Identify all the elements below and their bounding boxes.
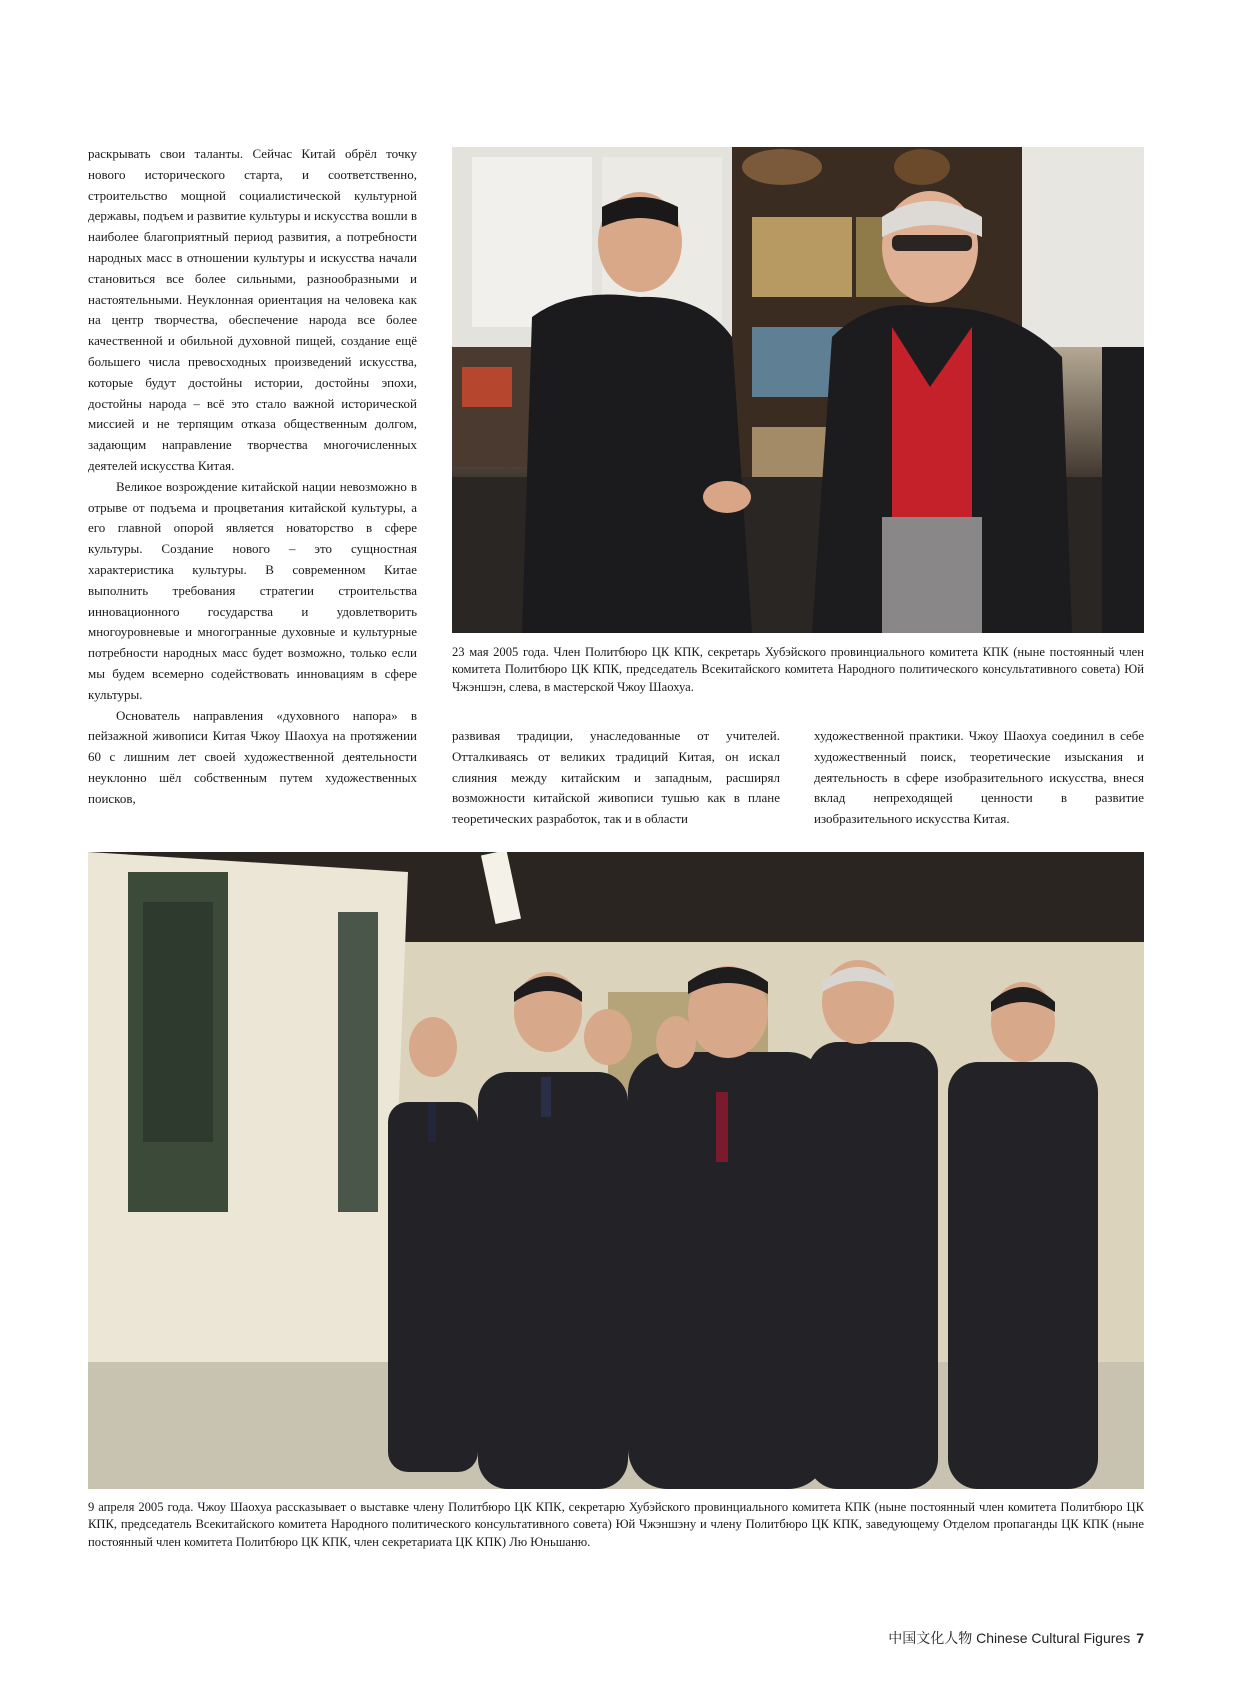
photo-exhibition-visit <box>88 852 1144 1489</box>
paragraph: развивая традиции, унаследованные от учителей. Отталкиваясь от великих традиций Китая, он искал слияния между китайским и западным, расширял возможности китайской живописи тушью как в плане теоретических разработок, так и в области <box>452 728 780 827</box>
article-column-right <box>814 726 1144 830</box>
photo-caption: 23 мая 2005 года. Член Политбюро ЦК КПК, секретарь Хубэйского провинциального комитета КПК (ныне постоянный член комитета Политбюро ЦК КПК, председатель Всекитайского комитета Народного политического консультативного совета) Юй Чжэншэн, слева, в мастерской Чжоу Шаохуа. <box>452 645 1144 694</box>
paragraph: Великое возрождение китайской нации невозможно в отрыве от подъема и процветания китайской культуры, а его главной опорой является новаторство в сфере культуры. Создание нового – это сущностная характеристика культуры. В современном Китае выполнить требования стратегии строительства инновационного государства и удовлетворить многоуровневые и многогранные духовные и культурные потребности народных масс будет возможно, только если мы будем всемерно содействовать инновациям в сфере культуры. <box>88 478 417 702</box>
photo-exhibition-visit-image <box>88 852 1144 1489</box>
paragraph: раскрывать свои таланты. Сейчас Китай обрёл точку нового исторического старта, и соответственно, строительство мощной социалистической культурной державы, подъем и развитие культуры и искусства вошли в наиболее благоприятный период развития, а потребности народных масс в отношении культуры и искусства начали становиться все более сильными, разнообразными и настоятельными. Неуклонная ориентация на человека как на центр творчества, обеспечение народа все более качественной и обильной духовной пищей, создание ещё большего числа превосходных произведений искусства, которые будут достойны истории, достойны эпохи, достойны народа – всё это стало важной исторической миссией и не терпящим отказа общественным долгом, задающим направление творчества многочисленных деятелей искусства Китая. <box>88 146 417 473</box>
photo-studio-handshake <box>452 147 1144 633</box>
article-column-left <box>88 144 417 810</box>
magazine-title: 中国文化人物 Chinese Cultural Figures <box>888 1630 1131 1646</box>
page-number: 7 <box>1136 1630 1144 1646</box>
paragraph: Основатель направления «духовного напора» в пейзажной живописи Китая Чжоу Шаохуа на протяжении 60 с лишним лет своей художественной деятельности неуклонно шёл собственным путем художественных поисков, <box>88 707 417 806</box>
photo-caption: 9 апреля 2005 года. Чжоу Шаохуа рассказывает о выставке члену Политбюро ЦК КПК, секретарю Хубэйского провинциального комитета КПК (ныне постоянный член комитета Политбюро ЦК КПК, председатель Всекитайского комитета Народного политического консультативного совета) Юй Чжэншэну и члену Политбюро ЦК КПК, заведующему Отделом пропаганды ЦК КПК (ныне постоянный член комитета Политбюро ЦК КПК, член секретариата ЦК КПК) Лю Юньшаню. <box>88 1500 1144 1549</box>
page-footer <box>888 1628 1144 1648</box>
article-column-middle <box>452 726 780 830</box>
paragraph: художественной практики. Чжоу Шаохуа соединил в себе художественный поиск, теоретические изыскания и деятельность в сфере изобразительного искусства, внеся вклад непреходящей ценности в развитие изобразительного искусства Китая. <box>814 728 1144 827</box>
photo-studio-handshake-image <box>452 147 1144 633</box>
